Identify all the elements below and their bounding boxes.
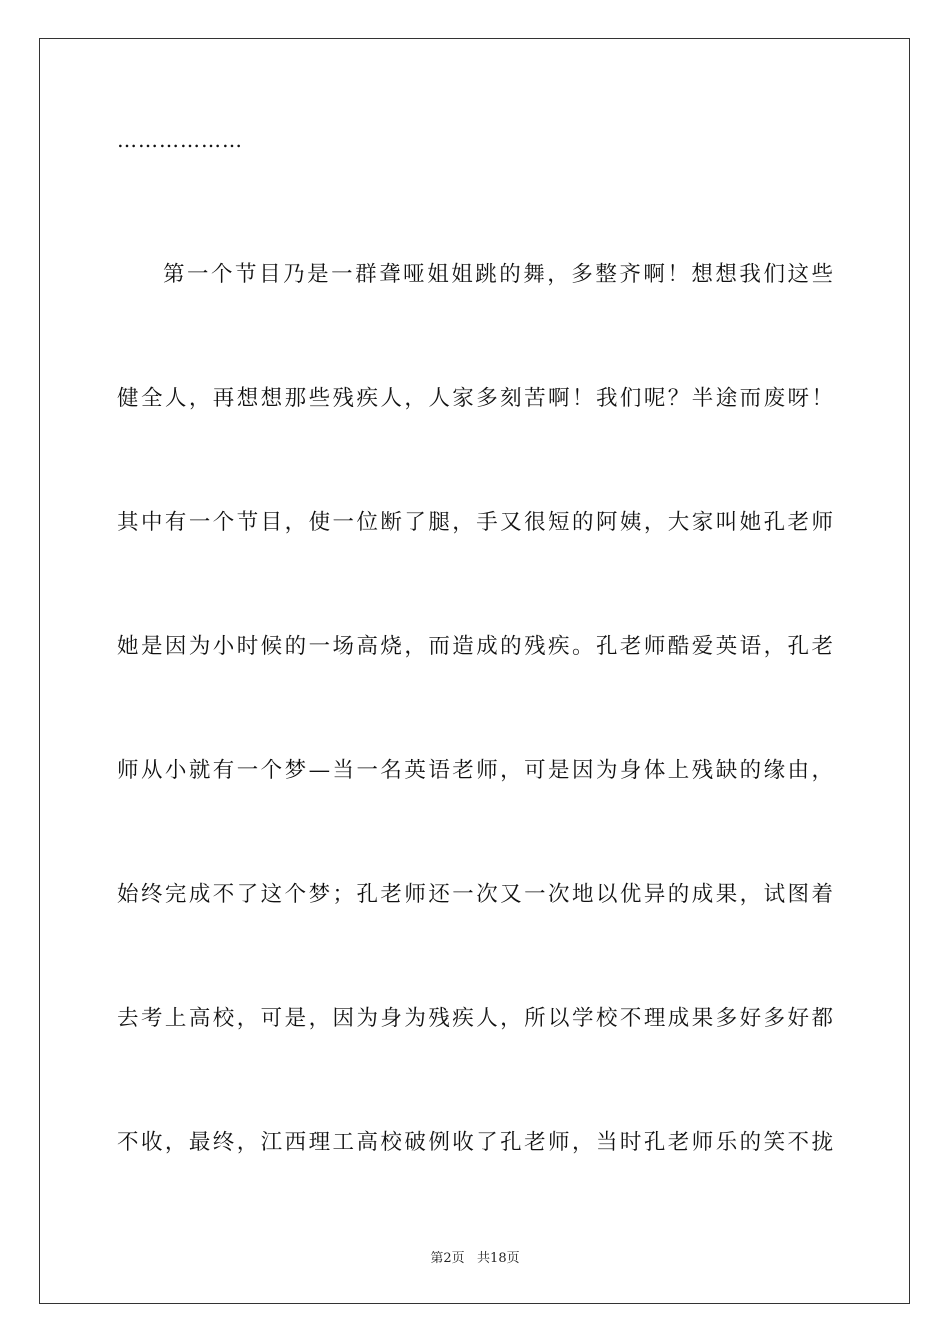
page-frame xyxy=(39,38,910,1304)
page-number-footer: 第2页 共18页 xyxy=(430,1251,520,1266)
text-line-8: 不收，最终，江西理工高校破例收了孔老师，当时孔老师乐的笑不拢 xyxy=(117,1130,833,1155)
text-line-7: 去考上高校，可是，因为身为残疾人，所以学校不理成果多好多好都 xyxy=(117,1006,833,1031)
text-line-5: 师从小就有一个梦—当一名英语老师，可是因为身体上残缺的缘由， xyxy=(117,758,833,783)
text-line-6: 始终完成不了这个梦；孔老师还一次又一次地以优异的成果，试图着 xyxy=(117,882,833,907)
text-line-4: 她是因为小时候的一场高烧，而造成的残疾。孔老师酷爱英语，孔老 xyxy=(117,634,833,659)
ellipsis-line: ……………… xyxy=(117,128,243,152)
text-line-2: 健全人，再想想那些残疾人，人家多刻苦啊！我们呢？半途而废呀！ xyxy=(117,386,833,411)
text-line-3: 其中有一个节目，使一位断了腿，手又很短的阿姨，大家叫她孔老师 xyxy=(117,510,833,535)
text-line-1: 第一个节目乃是一群聋哑姐姐跳的舞，多整齐啊！想想我们这些 xyxy=(163,262,833,287)
